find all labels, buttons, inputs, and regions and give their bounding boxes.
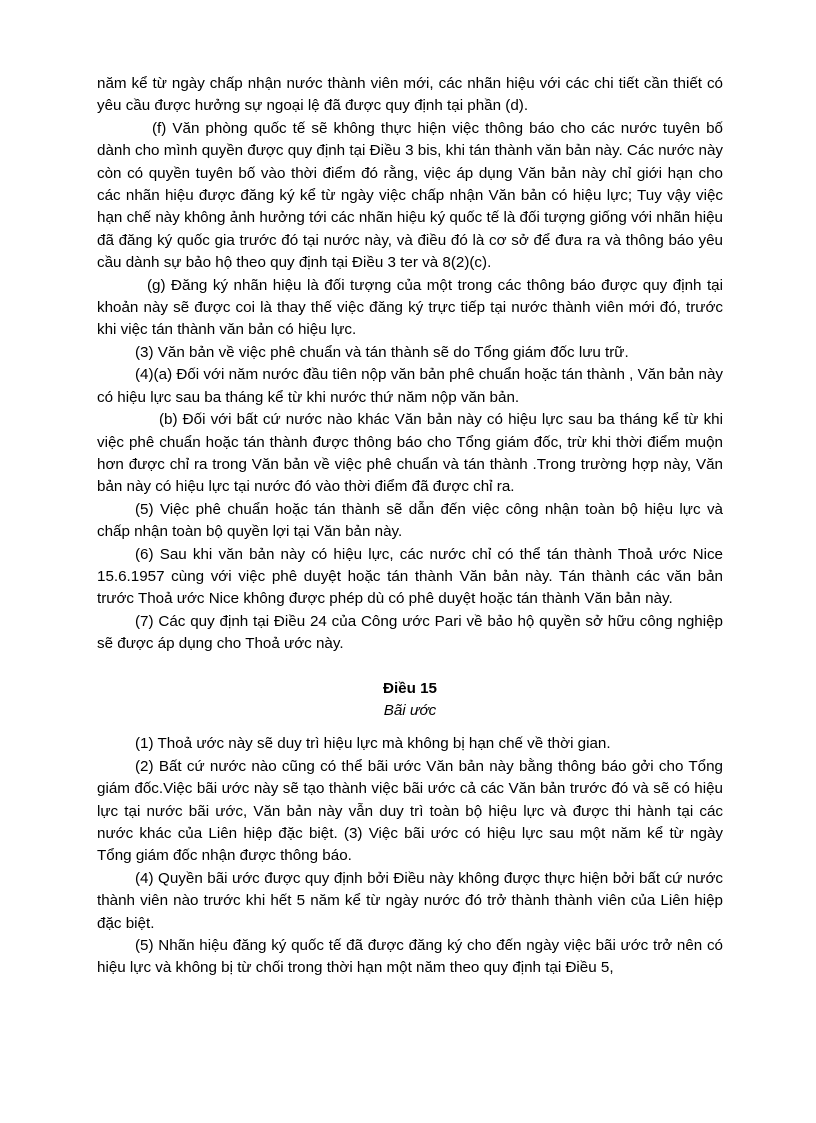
paragraph: (1) Thoả ước này sẽ duy trì hiệu lực mà không bị hạn chế về thời gian. xyxy=(135,735,611,753)
article-subtitle: Bãi ước xyxy=(383,701,437,719)
paragraph: (f) Văn phòng quốc tế sẽ không thực hiện việc thông báo cho các nước tuyên bố dành cho mình quyền được quy định tại Điều 3 bis, khi tán thành văn bản này. Các nước này còn có quyền tuyên bố vào thời điểm đó rằng, việc áp dụng Văn bản này chỉ giới hạn cho các nhãn hiệu được đăng ký kể từ ngày việc chấp nhận Văn bản có hiệu lực; Tuy vậy việc hạn chế này không ảnh hưởng tới các nhãn hiệu ký quốc tế là đối tượng giống với nhãn hiệu đã đăng ký quốc gia trước đó tại nước này, và điều đó là cơ sở để đưa ra và thông báo yêu cầu dành sự bảo hộ theo quy định tại Điều 3 ter và 8(2)(c). xyxy=(97,119,723,272)
paragraph: (2) Bất cứ nước nào cũng có thể bãi ước Văn bản này bằng thông báo gởi cho Tổng giám đốc.Việc bãi ước này sẽ tạo thành việc bãi ước cả các Văn bản trước đó và sẽ có hiệu lực tại nước bãi ước, Văn bản này vẫn duy trì toàn bộ hiệu lực và được thi hành tại các nước khác của Liên hiệp đặc biệt. (3) Việc bãi ước có hiệu lực sau một năm kể từ ngày Tổng giám đốc nhận được thông báo. xyxy=(97,757,723,865)
paragraph: năm kể từ ngày chấp nhận nước thành viên mới, các nhãn hiệu với các chi tiết cần thiết có yêu cầu được hưởng sự ngoại lệ đã được quy định tại phần (d). xyxy=(97,75,723,115)
paragraph: (4) Quyền bãi ước được quy định bởi Điều này không được thực hiện bởi bất cứ nước thành viên nào trước khi hết 5 năm kể từ ngày nước đó trở thành thành viên của Liên hiệp đặc biệt. xyxy=(97,869,723,932)
paragraph: (4)(a) Đối với năm nước đầu tiên nộp văn bản phê chuẩn hoặc tán thành , Văn bản này có hiệu lực sau ba tháng kể từ khi nước thứ năm nộp văn bản. xyxy=(97,366,723,406)
paragraph: (b) Đối với bất cứ nước nào khác Văn bản này có hiệu lực sau ba tháng kể từ khi việc phê chuẩn hoặc tán thành được thông báo cho Tổng giám đốc, trừ khi thời điểm muộn hơn được chỉ ra trong Văn bản về việc phê chuẩn và tán thành .Trong trường hợp này, Văn bản này có hiệu lực tại nước đó vào thời điểm đã được chỉ ra. xyxy=(97,411,723,496)
paragraph: (5) Nhãn hiệu đăng ký quốc tế đã được đăng ký cho đến ngày việc bãi ước trở nên có hiệu lực và không bị từ chối trong thời hạn một năm theo quy định tại Điều 5, xyxy=(97,937,723,977)
paragraph: (6) Sau khi văn bản này có hiệu lực, các nước chỉ có thể tán thành Thoả ước Nice 15.6.1957 cùng với việc phê duyệt hoặc tán thành Văn bản này. Tán thành các văn bản trước Thoả ước Nice không được phép dù có phê duyệt hoặc tán thành Văn bản này. xyxy=(97,545,723,608)
paragraph: (7) Các quy định tại Điều 24 của Công ước Pari về bảo hộ quyền sở hữu công nghiệp sẽ được áp dụng cho Thoả ước này. xyxy=(97,612,723,653)
paragraph: (g) Đăng ký nhãn hiệu là đối tượng của một trong các thông báo được quy định tại khoản này sẽ được coi là thay thế việc đăng ký trực tiếp tại nước thành viên mới đó, trước khi việc tán thành văn bản có hiệu lực. xyxy=(97,276,723,339)
document-page xyxy=(97,73,723,980)
paragraph: (5) Việc phê chuẩn hoặc tán thành sẽ dẫn đến việc công nhận toàn bộ hiệu lực và chấp nhận toàn bộ quyền lợi tại Văn bản này. xyxy=(97,500,723,541)
paragraph: (3) Văn bản về việc phê chuẩn và tán thành sẽ do Tổng giám đốc lưu trữ. xyxy=(135,343,629,361)
article-title: Điều 15 xyxy=(382,679,438,697)
